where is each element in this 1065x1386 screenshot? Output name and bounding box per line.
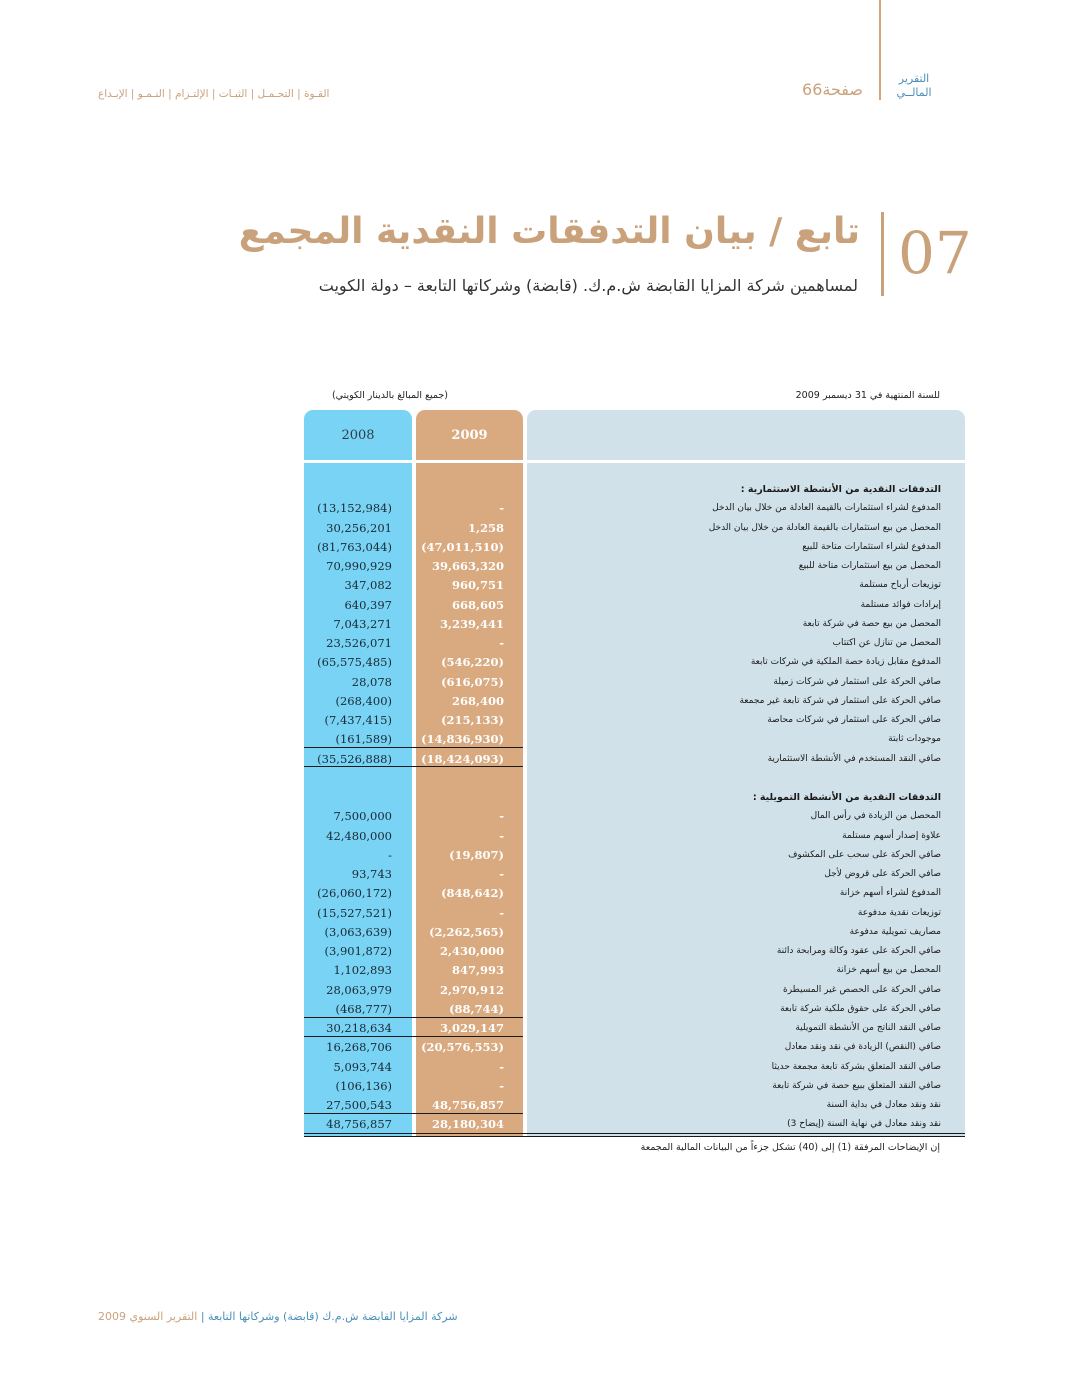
header-divider <box>879 0 881 100</box>
row-description: صافي الحركة على عقود وكالة ومرابحة دائنة <box>776 946 941 956</box>
row-description: نقد ونقد معادل في بداية السنة <box>826 1100 941 1110</box>
row-description: المحصل من بيع استثمارات متاحة للبيع <box>798 561 941 571</box>
row-description: التدفقات النقدية من الأنشطة الاستثمارية : <box>740 484 941 495</box>
table-row <box>304 961 965 980</box>
value-2009: 1,258 <box>467 520 504 535</box>
value-2009: - <box>499 1059 504 1074</box>
table-bottom-rule <box>304 1133 965 1134</box>
report-label-line1: التقرير <box>898 72 930 85</box>
page-title: تابع / بيان التدفقات النقدية المجمع <box>238 211 860 252</box>
value-2008: (81,763,044) <box>317 539 392 554</box>
row-description: نقد ونقد معادل في نهاية السنة (إيضاح 3) <box>787 1119 941 1130</box>
table-row <box>304 942 965 961</box>
value-2008: 640,397 <box>344 597 392 612</box>
value-2008: (468,777) <box>335 1001 392 1016</box>
table-row <box>304 499 965 518</box>
value-2008: 23,526,071 <box>326 636 392 650</box>
row-description: المحصل من الزيادة في رأس المال <box>810 811 941 822</box>
value-2008: (35,526,888) <box>317 751 392 766</box>
row-description: مصاريف تمويلية مدفوعة <box>849 926 941 937</box>
value-2009: 2,970,912 <box>439 982 504 997</box>
row-description: المحصل من بيع حصة في شركة تابعة <box>802 618 941 629</box>
table-row <box>304 673 965 692</box>
footer-separator: | <box>197 1310 205 1323</box>
value-2009: - <box>499 501 504 516</box>
value-2009: 847,993 <box>451 963 504 978</box>
value-2008: 42,480,000 <box>326 828 392 843</box>
value-2009: 3,029,147 <box>439 1021 504 1035</box>
value-2008: (15,527,521) <box>317 905 392 920</box>
table-row <box>304 807 965 826</box>
page-number: صفحة66 <box>802 80 863 99</box>
row-description: صافي النقد المستخدم في الأنشطة الاستثمارية <box>767 753 941 764</box>
row-description: صافي الحركة على استثمار في شركة تابعة غير مجمعة <box>739 695 941 706</box>
row-description: المحصل من بيع أسهم خزانة <box>836 965 941 976</box>
table-row <box>304 884 965 903</box>
value-2009: (88,744) <box>449 1001 504 1016</box>
value-2009: (2,262,565) <box>429 924 504 939</box>
table-row <box>304 596 965 615</box>
value-2008: 347,082 <box>344 578 392 593</box>
row-description: التدفقات النقدية من الأنشطة التمويلية : <box>752 792 941 803</box>
value-2008: 28,063,979 <box>326 982 392 997</box>
table-row <box>304 519 965 538</box>
row-description: توزيعات أرباح مستلمة <box>859 580 941 591</box>
value-2008: 7,500,000 <box>333 809 392 824</box>
value-2009: (848,642) <box>441 886 504 901</box>
value-2008: 1,102,893 <box>333 963 392 978</box>
value-2008: 30,256,201 <box>326 520 392 535</box>
table-row <box>304 846 965 865</box>
column-header-2009: 2009 <box>451 428 488 443</box>
subtotal-rule <box>304 766 523 767</box>
table-row <box>304 1058 965 1077</box>
table-row <box>304 1115 965 1134</box>
value-2009: 2,430,000 <box>439 944 504 958</box>
section-number: 07 <box>898 219 972 287</box>
value-2009: - <box>499 809 504 824</box>
table-row <box>304 634 965 653</box>
table-row <box>304 557 965 576</box>
value-2009: 268,400 <box>451 693 504 708</box>
row-description: إيرادات فوائد مستلمة <box>860 599 941 610</box>
table-row <box>304 865 965 884</box>
value-2008: 28,078 <box>351 674 392 689</box>
value-2008: (7,437,415) <box>324 713 392 727</box>
row-description: صافي الحركة على استثمار في شركات زميلة <box>773 676 941 687</box>
row-description: المحصل من بيع استثمارات بالقيمة العادلة من خلال بيان الدخل <box>708 522 941 533</box>
value-2009: (616,075) <box>441 674 504 689</box>
value-2008: - <box>388 847 392 862</box>
row-description: صافي النقد المتعلق ببيع حصة في شركة تابعة <box>772 1080 941 1091</box>
section-heading-row <box>304 788 965 807</box>
value-2008: (3,063,639) <box>324 924 392 939</box>
value-2009: (14,836,930) <box>421 732 504 747</box>
value-2008: 93,743 <box>351 867 392 881</box>
table-row <box>304 827 965 846</box>
value-2009: (18,424,093) <box>421 751 504 766</box>
row-description: علاوة إصدار أسهم مستلمة <box>842 830 941 841</box>
row-description: المدفوع لشراء استثمارات متاحة للبيع <box>802 541 941 552</box>
header-separator <box>304 460 965 463</box>
table-row <box>304 769 965 788</box>
value-2009: (19,807) <box>449 847 504 862</box>
value-2009: (20,576,553) <box>421 1040 504 1055</box>
row-description: المدفوع لشراء استثمارات بالقيمة العادلة من خلال بيان الدخل <box>712 503 941 514</box>
table-row <box>304 1077 965 1096</box>
subtotal-rule <box>304 747 523 748</box>
table-bottom-rule <box>304 1136 965 1137</box>
value-2008: (161,589) <box>335 732 392 747</box>
row-description: توزيعات نقدية مدفوعة <box>857 907 941 918</box>
value-2008: (13,152,984) <box>317 501 392 516</box>
footer-company: شركة المزايا القابضة ش.م.ك (قابضة) وشركاتها التابعة <box>208 1310 458 1323</box>
value-2009: - <box>499 636 504 650</box>
row-description: صافي الحركة على حقوق ملكية شركة تابعة <box>780 1003 941 1014</box>
row-description: صافي الحركة على قروض لأجل <box>824 869 941 879</box>
value-2008: 16,268,706 <box>326 1040 392 1055</box>
value-2008: (3,901,872) <box>324 944 392 958</box>
table-row <box>304 692 965 711</box>
value-2008: (26,060,172) <box>317 886 392 901</box>
row-description: صافي النقد المتعلق بشركة تابعة مجمعة حديثا <box>771 1061 941 1072</box>
footer-report: التقرير السنوي 2009 <box>98 1310 198 1323</box>
section-heading-row <box>304 480 965 499</box>
value-2008: (106,136) <box>335 1078 392 1093</box>
value-2009: 48,756,857 <box>431 1098 504 1112</box>
value-2009: - <box>499 905 504 920</box>
table-row <box>304 538 965 557</box>
table-row <box>304 1038 965 1057</box>
row-description: المحصل من تنازل عن اكتتاب <box>832 638 941 648</box>
value-2009: 960,751 <box>451 578 504 593</box>
report-label-line2: المالــي <box>896 86 932 99</box>
value-2009: (47,011,510) <box>421 539 504 554</box>
table-row <box>304 711 965 730</box>
table-row <box>304 576 965 595</box>
section-divider <box>881 212 884 296</box>
slogan: القـوة | التحـمـل | الثبـات | الإلتـزام | النـمـو | الإبـداع <box>98 88 330 100</box>
value-2009: - <box>499 1078 504 1093</box>
period-label: للسنة المنتهية في 31 ديسمبر 2009 <box>795 390 940 401</box>
total-rule <box>304 1113 523 1114</box>
value-2008: 27,500,543 <box>326 1098 392 1112</box>
footer <box>98 1310 518 1323</box>
value-2009: - <box>499 867 504 881</box>
value-2009: (546,220) <box>441 655 504 670</box>
table-row <box>304 981 965 1000</box>
value-2008: 30,218,634 <box>326 1021 392 1035</box>
row-description: المدفوع لشراء أسهم خزانة <box>839 888 941 899</box>
table-row <box>304 904 965 923</box>
currency-label: (جميع المبالغ بالدينار الكويتي) <box>331 390 448 401</box>
value-2008: 5,093,744 <box>333 1059 392 1074</box>
value-2009: 39,663,320 <box>431 559 504 573</box>
row-description: صافي النقد الناتج من الأنشطة التمويلية <box>795 1023 941 1033</box>
value-2008: 70,990,929 <box>326 559 392 573</box>
column-header-2008: 2008 <box>341 428 375 443</box>
row-description: صافي الحركة على استثمار في شركات محاصة <box>767 715 941 725</box>
value-2009: 28,180,304 <box>431 1117 504 1132</box>
value-2008: (268,400) <box>335 693 392 708</box>
row-description: صافي الحركة على سحب على المكشوف <box>788 849 941 860</box>
row-description: صافي (النقص) الزيادة في نقد ونقد معادل <box>784 1042 941 1053</box>
value-2009: 668,605 <box>451 597 504 612</box>
value-2008: 48,756,857 <box>326 1117 392 1132</box>
subtotal-rule <box>304 1036 523 1037</box>
table-row <box>304 923 965 942</box>
table-row <box>304 615 965 634</box>
value-2009: 3,239,441 <box>439 616 504 631</box>
table-row <box>304 653 965 672</box>
row-description: المدفوع مقابل زيادة حصة الملكية في شركات تابعة <box>750 657 941 668</box>
subtotal-rule <box>304 1017 523 1018</box>
report-label <box>886 72 942 100</box>
value-2008: 7,043,271 <box>333 616 392 631</box>
row-description: صافي الحركة على الحصص غير المسيطرة <box>783 984 941 995</box>
value-2009: - <box>499 828 504 843</box>
value-2008: (65,575,485) <box>317 655 392 670</box>
table-row <box>304 1000 965 1019</box>
row-description: موجودات ثابتة <box>888 734 941 745</box>
value-2009: (215,133) <box>441 713 504 727</box>
page-subtitle: لمساهمين شركة المزايا القابضة ش.م.ك. (قابضة) وشركاتها التابعة – دولة الكويت <box>318 276 858 295</box>
footnote: إن الإيضاحات المرفقة (1) إلى (40) تشكل جزءاً من البيانات المالية المجمعة <box>640 1142 940 1153</box>
